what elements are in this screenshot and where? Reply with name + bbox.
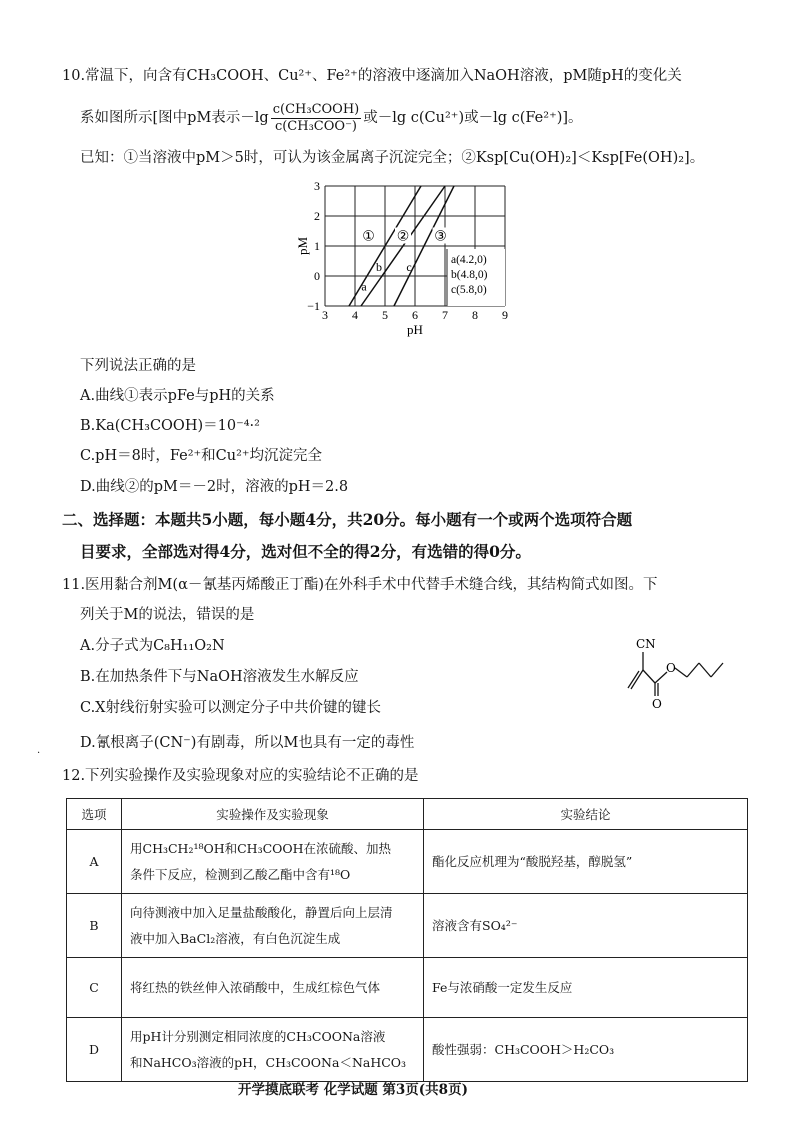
y-tick-label: 0 — [314, 269, 320, 283]
point-label: a — [361, 279, 367, 294]
carbonyl-oxygen-label: O — [652, 697, 662, 711]
q10-line2-pre: 系如图所示[图中pM表示－lg — [80, 110, 269, 126]
legend-entry: c(5.8,0) — [451, 284, 487, 296]
q11-line1: 11.医用黏合剂M(α－氰基丙烯酸正丁酯)在外科手术中代替手术缝合线，其结构简式如图。下 — [62, 577, 658, 593]
x-tick-label: 6 — [412, 308, 418, 322]
q11-option-b: B.在加热条件下与NaOH溶液发生水解反应 — [80, 669, 359, 685]
y-tick-label: 2 — [314, 209, 320, 223]
q11-option-a: A.分子式为C₈H₁₁O₂N — [80, 638, 225, 654]
operation-line: 用CH₃CH₂¹⁸OH和CH₃COOH在浓硫酸、加热 — [130, 840, 392, 856]
q10-line1: 10.常温下，向含有CH₃COOH、Cu²⁺、Fe²⁺的溶液中逐滴加入NaOH溶液，pM随pH的变化关 — [62, 68, 682, 84]
q12-stem: 12.下列实验操作及实验现象对应的实验结论不正确的是 — [62, 768, 419, 784]
x-tick-label: 9 — [502, 308, 508, 322]
header-operation: 实验操作及实验现象 — [122, 799, 424, 830]
header-option: 选项 — [67, 799, 122, 830]
series-label: ③ — [434, 229, 447, 245]
page-footer: 开学摸底联考 化学试题 第3页(共8页) — [238, 1082, 468, 1098]
fraction-numerator: c(CH₃COOH) — [272, 101, 360, 117]
operation-line: 将红热的铁丝伸入浓硝酸中，生成红棕色气体 — [130, 979, 381, 995]
chart-legend — [447, 249, 505, 306]
ester-oxygen-label: O — [666, 661, 676, 675]
table-row — [67, 1018, 748, 1082]
table-header-row — [67, 799, 748, 830]
pm-ph-chart — [295, 178, 540, 343]
operation-line: 液中加入BaCl₂溶液，有白色沉淀生成 — [130, 930, 341, 946]
section2-heading-line1: 二、选择题：本题共5小题，每小题4分，共20分。每小题有一个或两个选项符合题 — [62, 510, 633, 529]
row-option: B — [67, 894, 122, 958]
row-conclusion: 酯化反应机理为“酸脱羟基，醇脱氢” — [424, 830, 748, 894]
q10-option-c: C.pH＝8时，Fe²⁺和Cu²⁺均沉淀完全 — [80, 448, 323, 464]
legend-entry: b(4.8,0) — [451, 269, 488, 281]
series-label: ② — [396, 229, 410, 245]
table-row — [67, 958, 748, 1018]
q11-option-c: C.X射线衍射实验可以测定分子中共价键的键长 — [80, 700, 382, 716]
q11-option-d: D.氰根离子(CN⁻)有剧毒，所以M也具有一定的毒性 — [80, 735, 415, 751]
y-tick-label: 3 — [314, 179, 320, 193]
fraction-denominator: c(CH₃COO⁻) — [274, 118, 357, 134]
q10-option-a: A.曲线①表示pFe与pH的关系 — [80, 388, 275, 404]
stray-dot: . — [37, 745, 41, 756]
x-tick-label: 4 — [352, 308, 358, 322]
pm-fraction — [271, 102, 362, 135]
row-operation — [122, 830, 424, 894]
row-operation — [122, 958, 424, 1018]
row-option: A — [67, 830, 122, 894]
x-axis-label: pH — [407, 322, 423, 337]
point-label: b — [376, 260, 382, 274]
y-tick-label: 1 — [314, 239, 320, 253]
q11-line2: 列关于M的说法，错误的是 — [80, 607, 255, 623]
q10-known: 已知：①当溶液中pM＞5时，可认为该金属离子沉淀完全；②Ksp[Cu(OH)₂]＜Ksp[Fe(OH)₂]。 — [80, 150, 705, 166]
point-label: c — [406, 260, 412, 274]
row-conclusion: 酸性强弱：CH₃COOH＞H₂CO₃ — [424, 1018, 748, 1082]
experiment-table — [66, 798, 748, 1082]
operation-line: 和NaHCO₃溶液的pH，CH₃COONa＜NaHCO₃ — [130, 1054, 407, 1070]
q10-line2-post: 或－lg c(Cu²⁺)或－lg c(Fe²⁺)]。 — [363, 110, 583, 126]
q10-stem: 下列说法正确的是 — [80, 358, 196, 374]
operation-line: 向待测液中加入足量盐酸酸化，静置后向上层清 — [130, 904, 393, 920]
header-conclusion: 实验结论 — [424, 799, 748, 830]
x-tick-label: 3 — [322, 308, 328, 322]
row-operation — [122, 894, 424, 958]
x-tick-label: 7 — [442, 308, 448, 322]
cn-label: CN — [636, 637, 656, 651]
legend-entry: a(4.2,0) — [451, 254, 487, 266]
operation-line: 用pH计分别测定相同浓度的CH₃COONa溶液 — [130, 1028, 386, 1044]
q10-line2 — [80, 100, 583, 136]
row-option: D — [67, 1018, 122, 1082]
section2-heading-line2: 目要求，全部选对得4分，选对但不全的得2分，有选错的得0分。 — [80, 542, 531, 561]
row-operation — [122, 1018, 424, 1082]
table-row — [67, 894, 748, 958]
molecule-structure — [612, 630, 752, 710]
chart-marks — [361, 260, 411, 294]
x-tick-label: 8 — [472, 308, 478, 322]
table-row — [67, 830, 748, 894]
row-option: C — [67, 958, 122, 1018]
x-tick-label: 5 — [382, 308, 388, 322]
row-conclusion: 溶液含有SO₄²⁻ — [424, 894, 748, 958]
q10-option-d: D.曲线②的pM＝－2时，溶液的pH＝2.8 — [80, 479, 349, 495]
series-label: ① — [362, 229, 375, 245]
row-conclusion: Fe与浓硝酸一定发生反应 — [424, 958, 748, 1018]
operation-line: 条件下反应，检测到乙酸乙酯中含有¹⁸O — [130, 866, 351, 882]
q10-option-b: B.Ka(CH₃COOH)＝10⁻⁴·² — [80, 418, 260, 434]
y-tick-label: −1 — [307, 299, 320, 313]
y-axis-label: pM — [295, 236, 310, 256]
